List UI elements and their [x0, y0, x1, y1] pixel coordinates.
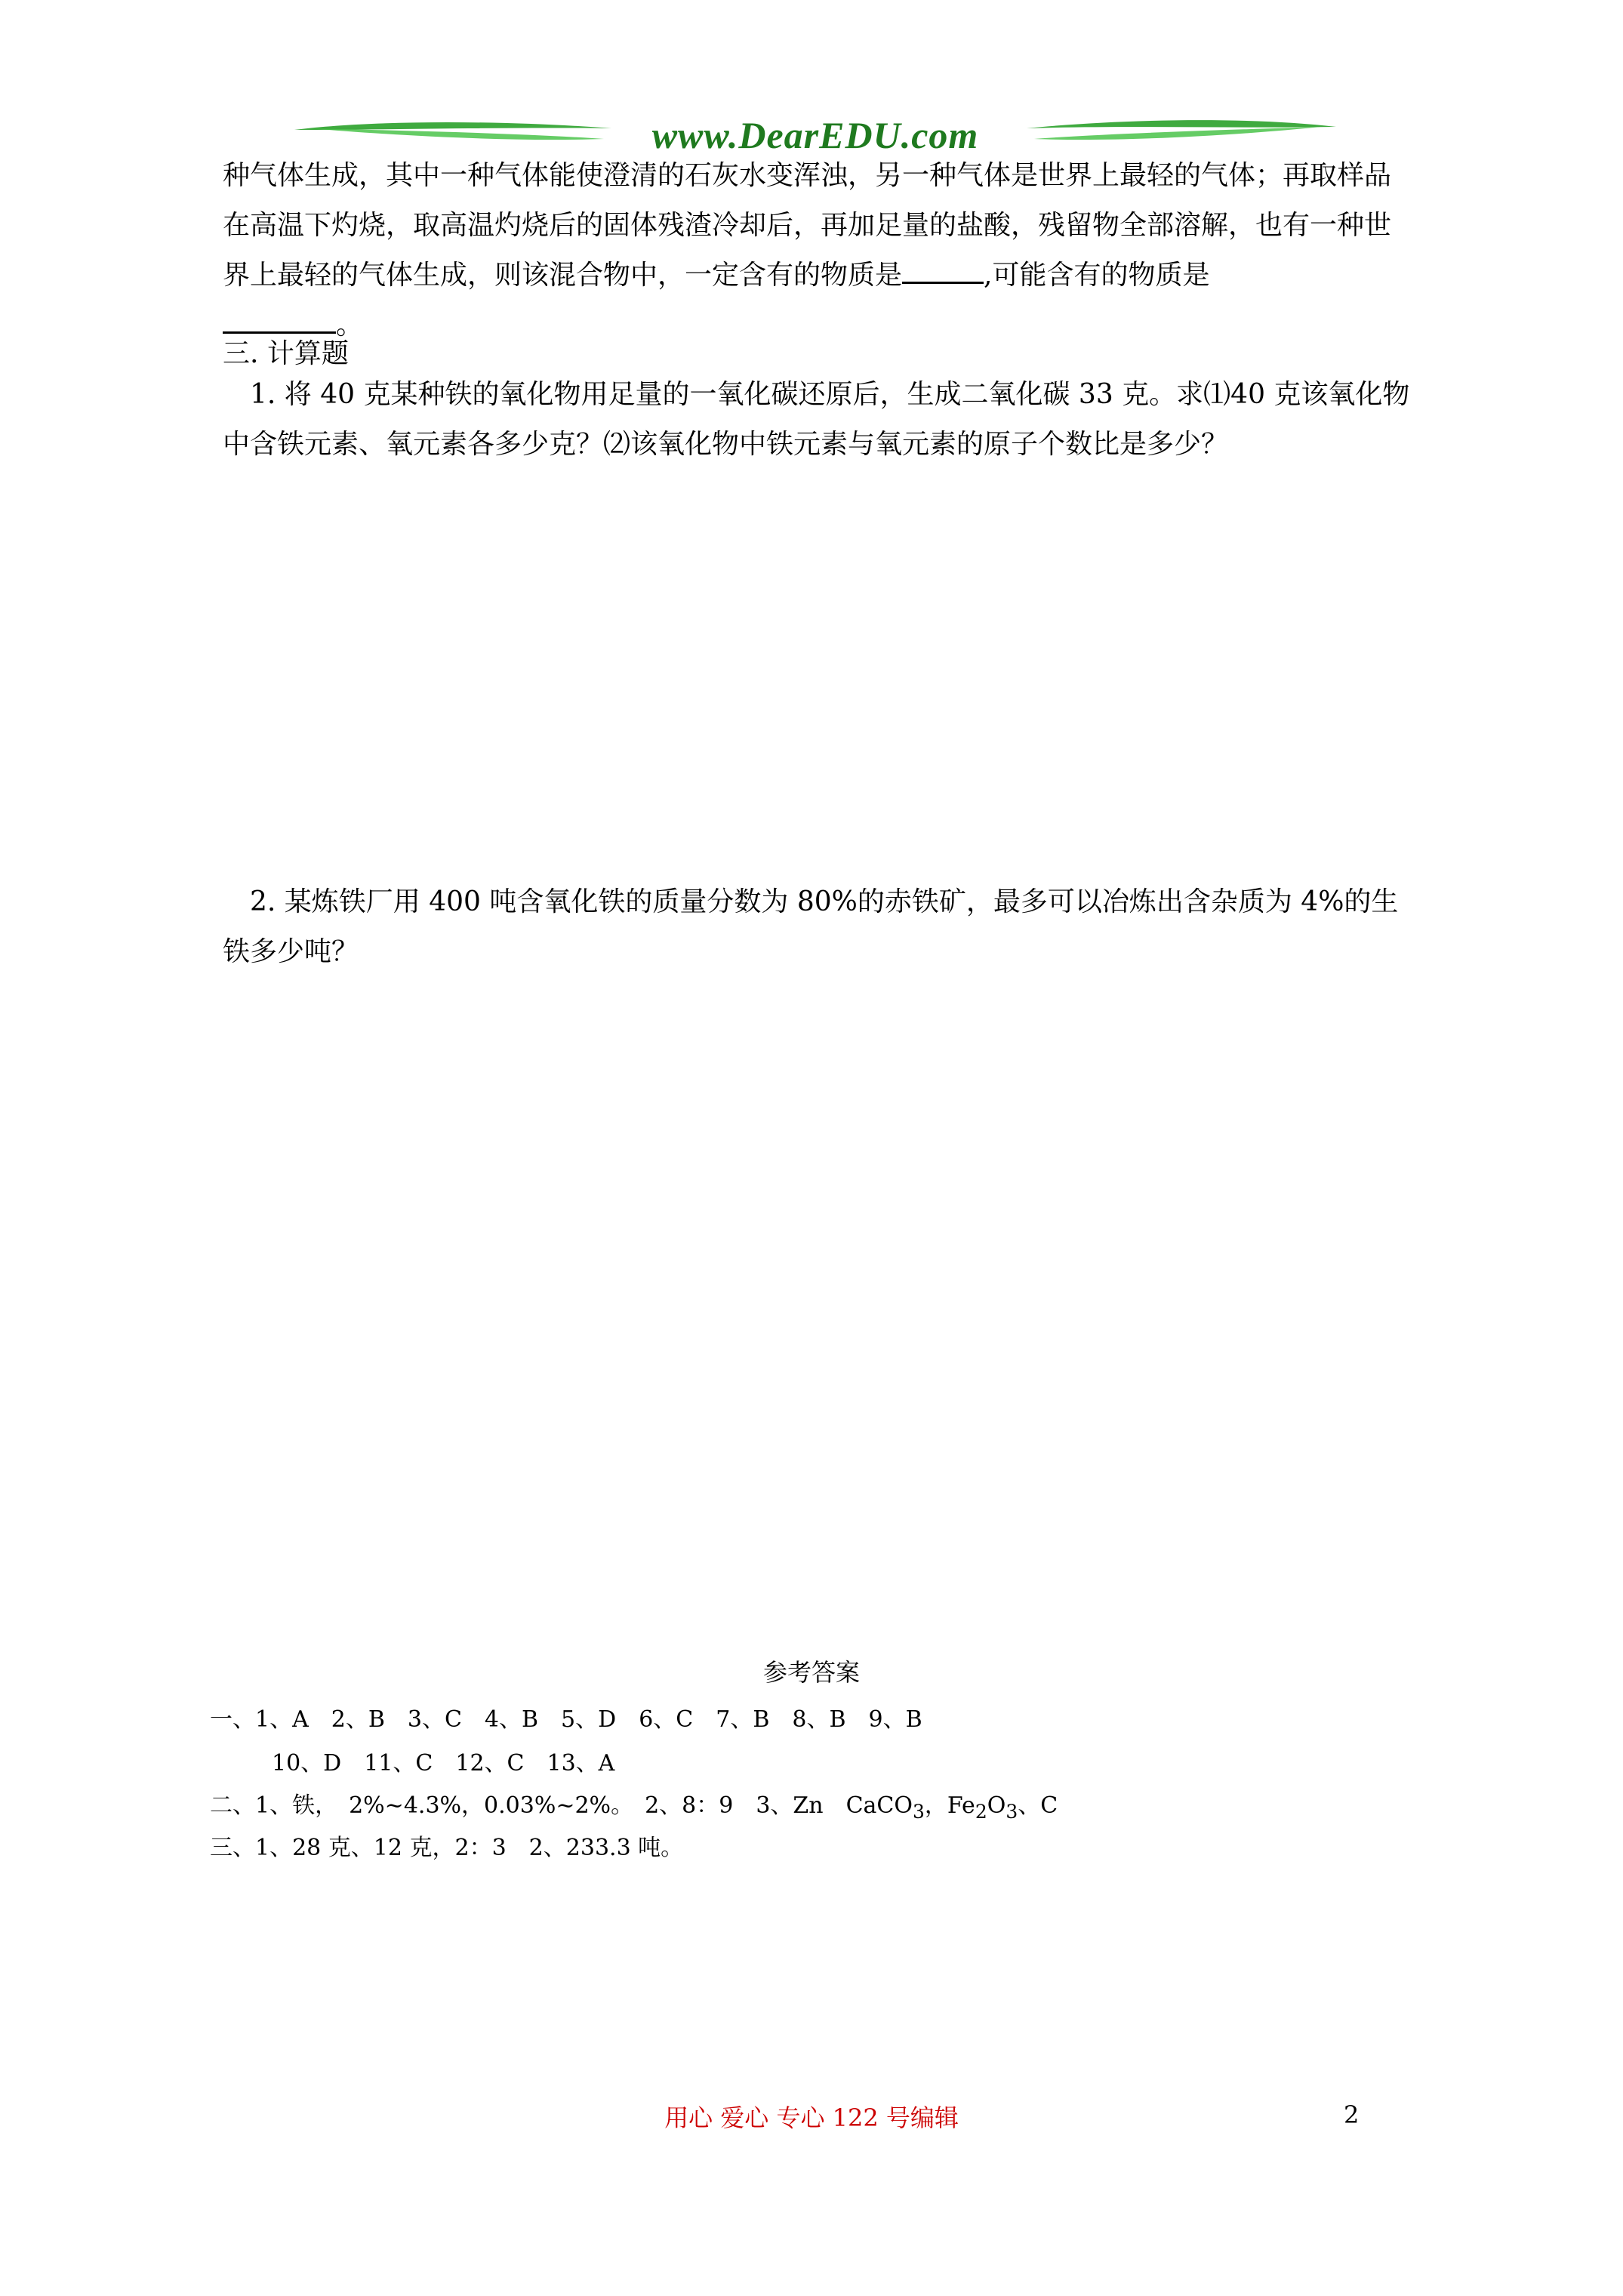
answers-line-4: 三、1、28 克、12 克，2：3 2、233.3 吨。 — [210, 1835, 684, 1861]
answers-line-3 — [210, 1791, 1058, 1827]
answers-line-3-part-b: ，Fe — [924, 1792, 975, 1819]
answers-line-3-part-c: O — [987, 1792, 1006, 1819]
subscript-2: 2 — [975, 1801, 987, 1823]
section-heading-calculation: 三. 计算题 — [223, 338, 349, 369]
question-2: 2. 某炼铁厂用 400 吨含氧化铁的质量分数为 80%的赤铁矿，最多可以冶炼出含杂质为 4%的生铁多少吨？ — [223, 886, 1399, 967]
answers-line-3-part-d: 、C — [1018, 1792, 1058, 1819]
answers-line-1: 一、1、A 2、B 3、C 4、B 5、D 6、C 7、B 8、B 9、B — [210, 1706, 922, 1733]
answers-title: 参考答案 — [762, 1658, 860, 1687]
para1-end: 。 — [336, 310, 364, 341]
para1-mid: ,可能含有的物质是 — [984, 260, 1210, 291]
question-1: 1. 将 40 克某种铁的氧化物用足量的一氧化碳还原后，生成二氧化碳 33 克。求⑴40 克该氧化物中含铁元素、氧元素各多少克？⑵该氧化物中铁元素与氧元素的原子个数比是多少？ — [223, 379, 1410, 460]
subscript-3b: 3 — [1006, 1801, 1018, 1823]
answers-line-2: 10、D 11、C 12、C 13、A — [272, 1750, 615, 1777]
answer-blank-1 — [902, 254, 984, 284]
site-logo-text: www.DearEDU.com — [651, 114, 979, 156]
para1-text: 种气体生成，其中一种气体能使澄清的石灰水变浑浊，另一种气体是世界上最轻的气体；再取样品在高温下灼烧，取高温灼烧后的固体残渣冷却后，再加足量的盐酸，残留物全部溶解，也有一种世界上最轻的气体生成，则该混合物中，一定含有的物质是 — [223, 160, 1392, 291]
subscript-3a: 3 — [912, 1801, 925, 1823]
footer-slogan: 用心 爱心 专心 122 号编辑 — [664, 2103, 959, 2132]
answers-line-3-part-a: 二、1、铁， 2%~4.3%，0.03%~2%。 2、8：9 3、Zn CaCO — [210, 1792, 913, 1819]
page-number: 2 — [1344, 2100, 1360, 2129]
paragraph-continuation — [223, 151, 1415, 350]
